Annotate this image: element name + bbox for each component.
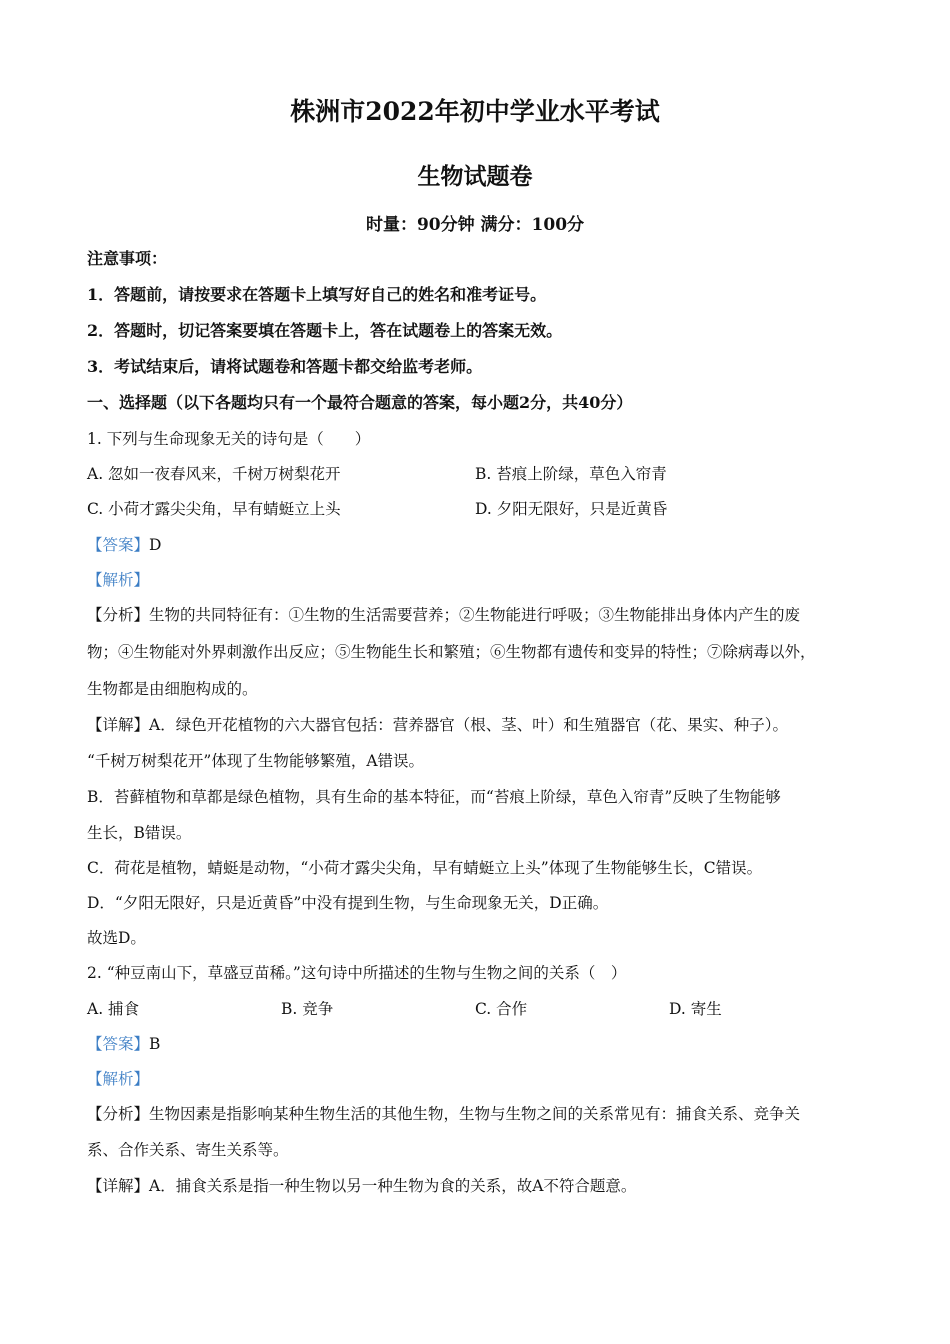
page-subtitle: 生物试题卷 — [417, 163, 533, 190]
question-1-option-c: C. 小荷才露尖尖角，早有蜻蜓立上头 — [87, 500, 341, 518]
page-title: 株洲市2022年初中学业水平考试 — [290, 97, 660, 126]
question-2-option-b: B. 竞争 — [281, 1000, 334, 1018]
explanation-line: 【分析】生物的共同特征有：①生物的生活需要营养；②生物能进行呼吸；③生物能排出身体内产生的废 — [87, 606, 801, 624]
section-heading: 一、选择题（以下各题均只有一个最符合题意的答案，每小题2分，共40分） — [87, 393, 633, 412]
question-1-stem: 1. 下列与生命现象无关的诗句是（ ） — [87, 430, 371, 448]
answer-value: B — [149, 1035, 161, 1053]
question-2-stem: 2. “种豆南山下，草盛豆苗稀。”这句诗中所描述的生物与生物之间的关系（ ） — [87, 964, 627, 982]
question-1-option-b: B. 苔痕上阶绿，草色入帘青 — [475, 465, 667, 483]
analysis-tag: 【解析】 — [87, 1070, 150, 1088]
explanation-line: 【详解】A．绿色开花植物的六大器官包括：营养器官（根、茎、叶）和生殖器官（花、果实、种子）。 — [87, 716, 788, 734]
question-1-option-a: A. 忽如一夜春风来，千树万树梨花开 — [87, 465, 341, 483]
question-1-answer — [87, 535, 877, 555]
exam-meta: 时量：90分钟 满分：100分 — [365, 215, 585, 235]
explanation-line: B．苔藓植物和草都是绿色植物，具有生命的基本特征，而“苔痕上阶绿，草色入帘青”反映了生物能够 — [87, 788, 781, 806]
explanation-line: 【分析】生物因素是指影响某种生物生活的其他生物，生物与生物之间的关系常见有：捕食关系、竞争关 — [87, 1105, 801, 1123]
question-2-option-c: C. 合作 — [475, 1000, 528, 1018]
explanation-line: D．“夕阳无限好，只是近黄昏”中没有提到生物，与生命现象无关，D正确。 — [87, 894, 609, 912]
explanation-line: 物；④生物能对外界刺激作出反应；⑤生物能生长和繁殖；⑥生物都有遗传和变异的特性；⑦除病毒以外， — [87, 643, 816, 661]
explanation-line: 生长，B错误。 — [87, 824, 192, 842]
notice-item: 2．答题时，切记答案要填在答题卡上，答在试题卷上的答案无效。 — [87, 321, 563, 340]
explanation-line: “千树万树梨花开”体现了生物能够繁殖，A错误。 — [87, 752, 425, 770]
question-2-option-d: D. 寄生 — [669, 1000, 722, 1018]
notice-item: 3．考试结束后，请将试题卷和答题卡都交给监考老师。 — [87, 357, 483, 376]
explanation-line: 生物都是由细胞构成的。 — [87, 680, 258, 698]
question-2-option-a: A. 捕食 — [87, 1000, 140, 1018]
explanation-line: 故选D。 — [87, 929, 146, 947]
notice-item: 1．答题前，请按要求在答题卡上填写好自己的姓名和准考证号。 — [87, 285, 547, 304]
answer-tag: 【答案】 — [87, 536, 150, 554]
question-1-option-d: D. 夕阳无限好，只是近黄昏 — [475, 500, 668, 518]
answer-value: D — [149, 536, 162, 554]
answer-tag: 【答案】 — [87, 1035, 150, 1053]
question-2-answer — [87, 1034, 877, 1054]
notice-heading: 注意事项： — [87, 249, 168, 268]
explanation-line: 系、合作关系、寄生关系等。 — [87, 1141, 289, 1159]
analysis-tag: 【解析】 — [87, 571, 150, 589]
explanation-line: 【详解】A．捕食关系是指一种生物以另一种生物为食的关系，故A不符合题意。 — [87, 1177, 637, 1195]
explanation-line: C．荷花是植物，蜻蜓是动物，“小荷才露尖尖角，早有蜻蜓立上头”体现了生物能够生长，C错误。 — [87, 859, 763, 877]
